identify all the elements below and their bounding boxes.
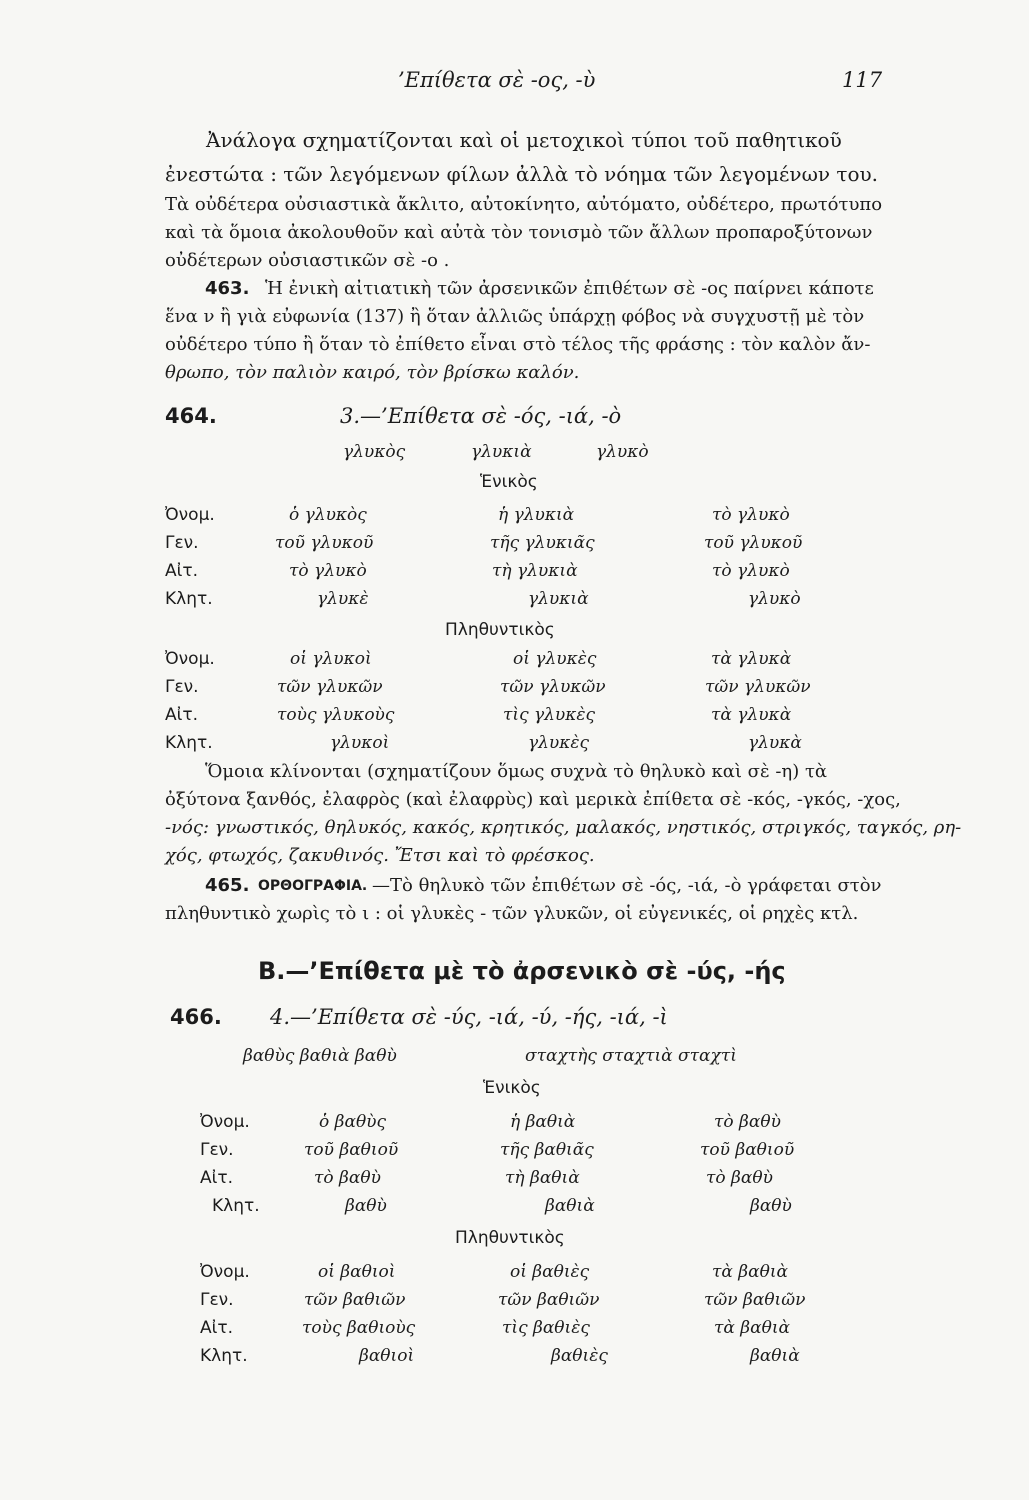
section-number-465: 465. [205, 875, 250, 896]
cell-f: γλυκὲς [528, 733, 590, 753]
cell-f: οἱ γλυκὲς [513, 649, 597, 669]
case-label: Κλητ. [200, 1346, 248, 1366]
cell-n: τὸ γλυκὸ [712, 505, 790, 525]
cell-m: γλυκὲ [317, 589, 369, 609]
section-b-heading: Β.—’Επίθετα μὲ τὸ ἀρσενικὸ σὲ -ύς, -ής [258, 957, 786, 985]
cell-n: τοῦ βαθιοῦ [700, 1140, 795, 1160]
cell-m: τὸ βαθὺ [314, 1168, 381, 1188]
section-number-466: 466. [170, 1005, 222, 1029]
plural-label: Πληθυντικὸς [445, 620, 555, 640]
cell-m: οἱ βαθιοὶ [318, 1262, 396, 1282]
cell-n: τὸ γλυκὸ [712, 561, 790, 581]
case-label: Αἰτ. [165, 561, 199, 581]
case-label: Ὀνομ. [200, 1262, 250, 1282]
intro-line: Ἀνάλογα σχηματίζονται καὶ οἱ μετοχικοὶ τύποι τοῦ παθητικοῦ [206, 128, 842, 152]
note-line: Ὅμοια κλίνονται (σχηματίζουν ὅμως συχνὰ τὸ θηλυκὸ καὶ σὲ -η) τὰ [205, 761, 828, 782]
cell-m: τῶν γλυκῶν [277, 677, 383, 697]
intro-line: Τὰ οὐδέτερα οὐσιαστικὰ ἄκλιτο, αὐτοκίνητο, αὐτόματο, οὐδέτερο, πρωτότυπο [165, 194, 883, 215]
cell-f: τὴ βαθιὰ [505, 1168, 580, 1188]
cell-f: ἡ γλυκιὰ [498, 505, 575, 525]
cell-m: βαθιοὶ [359, 1346, 415, 1366]
cell-n: βαθιὰ [750, 1346, 800, 1366]
intro-line: οὐδέτερων οὐσιαστικῶν σὲ -ο . [165, 250, 450, 271]
cell-m: ὁ βαθὺς [319, 1112, 387, 1132]
cell-f: γλυκιὰ [528, 589, 589, 609]
cell-f: τὶς βαθιὲς [502, 1318, 590, 1338]
cell-n: τὸ βαθὺ [714, 1112, 781, 1132]
s463-line: ἕνα ν ἢ γιὰ εὐφωνία (137) ἢ ὅταν ἀλλιῶς ὑπάρχῃ φόβος νὰ συγχυστῇ μὲ τὸν [165, 306, 865, 327]
note-line: ὀξύτονα ξανθός, ἐλαφρὸς (καὶ ἐλαφρὺς) καὶ μερικὰ ἐπίθετα σὲ -κός, -γκός, -χος, [165, 789, 901, 810]
cell-n: τὰ γλυκὰ [711, 649, 792, 669]
note-line: χός, φτωχός, ζακυθινός. Ἔτσι καὶ τὸ φρέσκος. [165, 845, 595, 866]
cell-m: τοὺς βαθιοὺς [302, 1318, 416, 1338]
case-label: Κλητ. [165, 589, 213, 609]
cell-f: οἱ βαθιὲς [510, 1262, 590, 1282]
running-title: ’Επίθετα σὲ -ος, -ὺ [398, 68, 596, 92]
cell-n: τῶν γλυκῶν [705, 677, 811, 697]
cell-f: τῶν γλυκῶν [500, 677, 606, 697]
cell-n: γλυκὸ [748, 589, 801, 609]
s463-line: θρωπο, τὸν παλιὸν καιρό, τὸν βρίσκω καλόν. [165, 362, 580, 383]
cell-n: τοῦ γλυκοῦ [704, 533, 803, 553]
cell-f: τὴ γλυκιὰ [492, 561, 578, 581]
case-label: Γεν. [165, 533, 199, 553]
s465-line: πληθυντικὸ χωρὶς τὸ ι : οἱ γλυκὲς - τῶν γλυκῶν, οἱ εὐγενικές, οἱ ρηχὲς κτλ. [165, 903, 859, 924]
case-label: Ὀνομ. [165, 649, 215, 669]
plural-label: Πληθυντικὸς [455, 1228, 565, 1248]
cell-m: τοὺς γλυκοὺς [277, 705, 395, 725]
cell-m: τῶν βαθιῶν [304, 1290, 406, 1310]
cell-f: τῆς βαθιᾶς [500, 1140, 594, 1160]
cell-n: βαθὺ [750, 1196, 792, 1216]
cell-n: τὸ βαθὺ [706, 1168, 773, 1188]
s465-line: —Τὸ θηλυκὸ τῶν ἐπιθέτων σὲ -ός, -ιά, -ὸ γράφεται στὸν [372, 875, 882, 896]
cell-m: τὸ γλυκὸ [289, 561, 367, 581]
cell-f: ἡ βαθιὰ [510, 1112, 576, 1132]
intro-line: ἐνεστώτα : τῶν λεγόμενων φίλων ἀλλὰ τὸ νόημα τῶν λεγομένων του. [165, 162, 879, 186]
cell-n: τὰ βαθιὰ [714, 1318, 790, 1338]
form-masc: γλυκὸς [343, 442, 406, 462]
cell-f: τῶν βαθιῶν [498, 1290, 600, 1310]
singular-label: Ἑνικὸς [483, 1078, 541, 1098]
case-label: Αἰτ. [200, 1318, 234, 1338]
cell-n: τὰ γλυκὰ [711, 705, 792, 725]
case-label: Ὀνομ. [165, 505, 215, 525]
cell-m: τοῦ βαθιοῦ [304, 1140, 399, 1160]
cell-m: οἱ γλυκοὶ [290, 649, 372, 669]
case-label: Αἰτ. [200, 1168, 234, 1188]
cell-m: τοῦ γλυκοῦ [275, 533, 374, 553]
forms-a: βαθὺς βαθιὰ βαθὺ [243, 1046, 397, 1066]
singular-label: Ἑνικὸς [480, 472, 538, 492]
form-neut: γλυκὸ [596, 442, 649, 462]
intro-line: καὶ τὰ ὅμοια ἀκολουθοῦν καὶ αὐτὰ τὸν τονισμὸ τῶν ἄλλων προπαροξύτονων [165, 222, 873, 243]
s464-title: 3.—’Επίθετα σὲ -ός, -ιά, -ὸ [340, 404, 622, 428]
forms-b: σταχτὴς σταχτιὰ σταχτὶ [525, 1046, 737, 1066]
cell-m: γλυκοὶ [330, 733, 390, 753]
form-fem: γλυκιὰ [471, 442, 532, 462]
cell-f: τὶς γλυκὲς [503, 705, 596, 725]
orthography-label: ΟΡΘΟΓΡΑΦΙΑ. [258, 878, 368, 894]
cell-n: τὰ βαθιὰ [712, 1262, 788, 1282]
cell-m: ὁ γλυκὸς [289, 505, 367, 525]
case-label: Κλητ. [165, 733, 213, 753]
cell-n: τῶν βαθιῶν [704, 1290, 806, 1310]
s463-line: Ἡ ἐνικὴ αἰτιατικὴ τῶν ἀρσενικῶν ἐπιθέτων σὲ -ος παίρνει κάποτε [265, 278, 874, 299]
cell-f: βαθιὰ [545, 1196, 595, 1216]
s466-title: 4.—’Επίθετα σὲ -ύς, -ιά, -ύ, -ής, -ιά, -ὶ [270, 1005, 668, 1029]
section-number-463: 463. [205, 278, 250, 299]
case-label: Αἰτ. [165, 705, 199, 725]
case-label: Γεν. [200, 1140, 234, 1160]
page-number: 117 [842, 68, 883, 92]
case-label: Κλητ. [212, 1196, 260, 1216]
cell-f: τῆς γλυκιᾶς [490, 533, 595, 553]
cell-f: βαθιὲς [551, 1346, 608, 1366]
case-label: Ὀνομ. [200, 1112, 250, 1132]
case-label: Γεν. [200, 1290, 234, 1310]
s463-line: οὐδέτερο τύπο ἢ ὅταν τὸ ἐπίθετο εἶναι στὸ τέλος τῆς φράσης : τὸν καλὸν ἄν- [165, 334, 871, 355]
cell-n: γλυκὰ [748, 733, 802, 753]
note-line: -νός: γνωστικός, θηλυκός, κακός, κρητικός, μαλακός, νηστικός, στριγκός, ταγκός, ρη- [165, 817, 962, 838]
cell-m: βαθὺ [345, 1196, 387, 1216]
section-number-464: 464. [165, 404, 217, 428]
case-label: Γεν. [165, 677, 199, 697]
